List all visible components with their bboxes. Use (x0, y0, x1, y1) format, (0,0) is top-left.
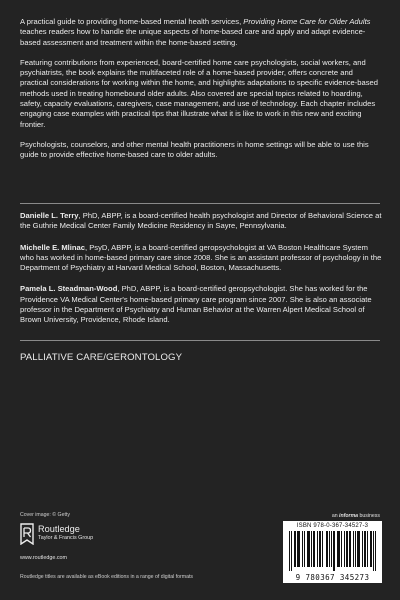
barcode-bar (326, 531, 327, 567)
barcode-bar (370, 531, 371, 567)
barcode-bar (375, 531, 376, 571)
barcode-bar (291, 531, 292, 571)
barcode-bar (327, 531, 328, 567)
barcode-bar (309, 531, 310, 567)
book-title-italic: Providing Home Care for Older Adults (243, 17, 371, 26)
barcode-bar (359, 531, 360, 567)
barcode-bar (334, 531, 335, 571)
cover-credit: Cover image: © Getty (20, 512, 70, 518)
barcode-bar (308, 531, 309, 567)
barcode-bar (337, 531, 338, 567)
barcode-bar (294, 531, 295, 567)
barcode-bar (349, 531, 350, 567)
barcode-bar (355, 531, 356, 567)
isbn-barcode (283, 521, 382, 583)
barcode-bar (329, 531, 330, 567)
barcode-bar (317, 531, 318, 567)
informa-brand: informa (339, 513, 359, 519)
author-bio (20, 211, 382, 232)
barcode-bar (322, 531, 323, 567)
barcode-bar (299, 531, 300, 567)
publisher-group: Taylor & Francis Group (38, 535, 94, 541)
publisher-website[interactable]: www.routledge.com (20, 555, 68, 561)
author-bios (20, 211, 382, 337)
barcode-bar (298, 531, 299, 567)
barcode-bar (344, 531, 345, 567)
barcode-bar (362, 531, 363, 567)
publisher-name: Routledge (38, 524, 80, 534)
description-paragraph-3: Psychologists, counselors, and other mental health practitioners in home settings will be able to use this guide to provide effective home-based care to older adults. (20, 139, 369, 160)
routledge-logo-icon (20, 523, 34, 545)
barcode-bar (347, 531, 348, 567)
informa-suffix: business (358, 513, 380, 519)
author-bio (20, 284, 382, 325)
barcode-bars-icon (289, 531, 376, 571)
barcode-bar (302, 531, 303, 567)
barcode-bar (367, 531, 368, 567)
barcode-bar (373, 531, 374, 571)
description-paragraph-2: Featuring contributions from experienced, board-certified home care psychologists, social workers, and psychiatrists, the book explains the multifaceted role of a home-based provider, offers concrete and practical considerations for working within the home, and highlights adaptations to specific evidence-based methods used in treating homebound older adults. Also covered are special topics related to hoarding, safety, capacity evaluations, caregivers, case management, and use of technology. Each chapter includes engaging case examples with practical tips that illustrate what it is like to work in this new and exciting frontier. (20, 57, 378, 129)
barcode-bar (307, 531, 308, 567)
author-bio-text: , PhD, ABPP, is a board-certified geropsychologist. She has worked for the Providence VA Medical Center's home-based primary care program since 2007. She is also an associate professor in the Department of Psychiatry and Human Behavior at the Warren Alpert Medical School of Brown University, Providence, Rhode Island. (20, 284, 372, 325)
barcode-bar (313, 531, 314, 567)
barcode-bar (319, 531, 320, 567)
barcode-bar (295, 531, 296, 567)
barcode-bar (304, 531, 305, 567)
barcode-bar (346, 531, 347, 567)
barcode-bar (311, 531, 312, 567)
barcode-bar (365, 531, 366, 567)
barcode-bar (371, 531, 372, 567)
isbn-text: ISBN 978-0-367-34527-3 (296, 523, 369, 529)
barcode-bar (339, 531, 340, 567)
subject-category: PALLIATIVE CARE/GERONTOLOGY (20, 352, 183, 363)
informa-tagline (332, 513, 380, 519)
barcode-bar (341, 531, 342, 567)
author-name: Pamela L. Steadman-Wood (20, 284, 118, 294)
author-bio-text: , PhD, ABPP, is a board-certified health psychologist and Director of Behavioral Science at the Guthrie Medical Center Family Medicine Residency in Sayre, Pennsylvania. (20, 211, 382, 231)
barcode-bar (338, 531, 339, 567)
barcode-bar (350, 531, 351, 567)
informa-prefix: an (331, 513, 340, 519)
divider-top (20, 203, 380, 204)
description-text: A practical guide to providing home-based mental health services, (20, 17, 244, 26)
barcode-bar (364, 531, 365, 567)
description-paragraph-1 (20, 17, 382, 48)
author-bio (20, 243, 382, 274)
description-text: teaches readers how to handle the unique aspects of home-based care and apply and adapt evidence-based assessment and treatment within the home-based setting. (20, 27, 366, 47)
barcode-bar (333, 531, 334, 571)
ebook-note: Routledge titles are available as eBook editions in a range of digital formats (20, 574, 194, 580)
barcode-bar (357, 531, 358, 567)
barcode-bar (353, 531, 354, 567)
barcode-bar (358, 531, 359, 567)
barcode-bar (314, 531, 315, 567)
barcode-bar (331, 531, 332, 567)
book-description (20, 17, 382, 171)
author-name: Michelle E. Mlinac (20, 242, 85, 252)
author-name: Danielle L. Terry (20, 211, 79, 220)
divider-bottom (20, 340, 380, 341)
publisher-text (38, 525, 93, 543)
publisher-block (20, 523, 93, 545)
ean-digits: 9 780367 345273 (295, 573, 370, 582)
barcode-bar (297, 531, 298, 567)
author-bio-text: , PsyD, ABPP, is a board-certified geropsychologist at VA Boston Healthcare System who has worked in home-based primary care since 2008. She is an assistant professor of psychology in the Department of Psychiatry at Harvard Medical School, Boston, Massachusetts. (20, 242, 382, 273)
barcode-bar (289, 531, 290, 571)
barcode-bar (320, 531, 321, 567)
